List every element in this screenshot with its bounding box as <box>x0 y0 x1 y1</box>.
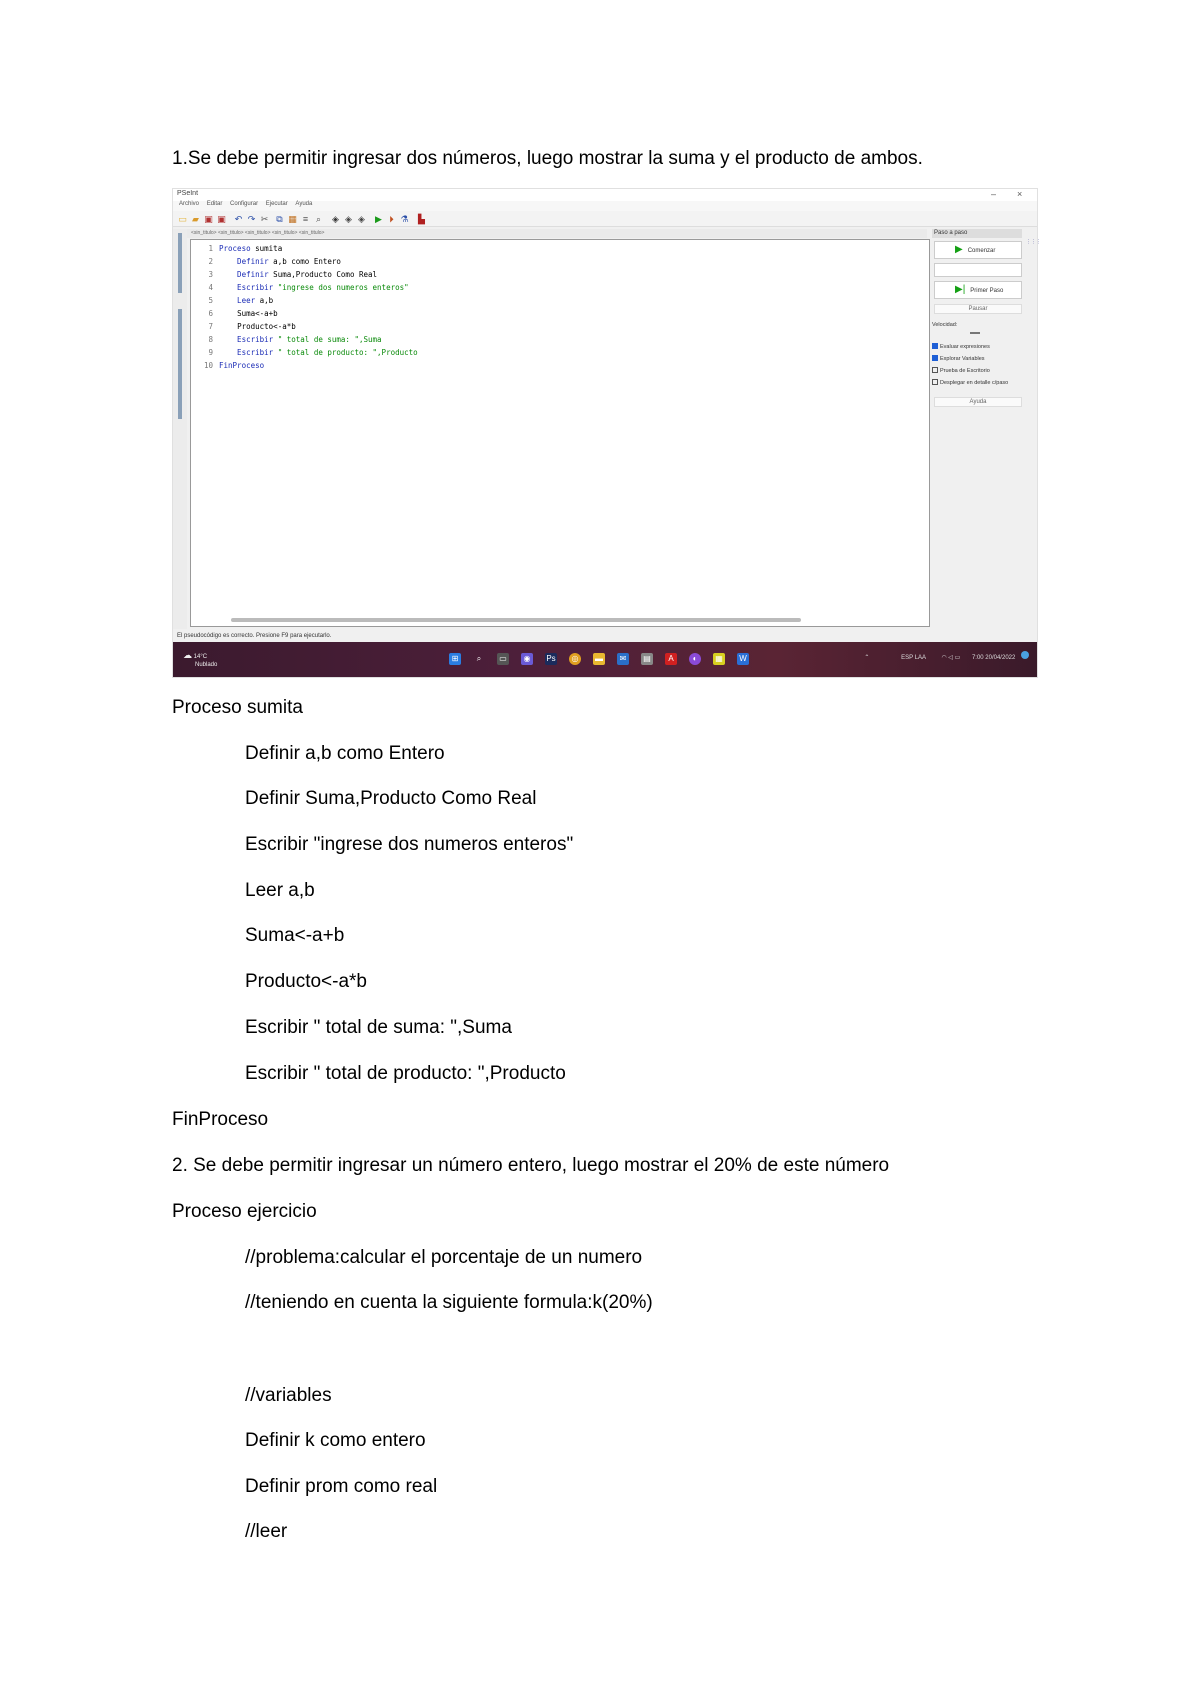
chrome-icon[interactable]: ◎ <box>569 653 581 665</box>
mail-icon[interactable]: ✉ <box>617 653 629 665</box>
line-number: 7 <box>208 322 213 331</box>
start-button-label: Comenzar <box>967 248 996 254</box>
menu-bar <box>173 201 1037 211</box>
option-checkbox[interactable] <box>932 367 990 374</box>
weather-desc: Nublado <box>195 662 218 668</box>
start-button[interactable] <box>934 241 1022 259</box>
code2-line: Definir k como entero <box>245 1430 426 1451</box>
browser-icon[interactable]: ◐ <box>689 653 701 665</box>
code1-line: Producto<-a*b <box>245 971 367 992</box>
line-number: 6 <box>208 309 213 318</box>
checkbox-label: Desplegar en detalle c/paso <box>940 380 1009 386</box>
pause-button[interactable]: Pausar <box>934 304 1022 314</box>
editor-code-line[interactable] <box>191 320 296 333</box>
editor-code-line[interactable] <box>191 294 273 307</box>
code1-line: Escribir "ingrese dos numeros enteros" <box>245 834 574 855</box>
store-icon[interactable]: ▤ <box>641 653 653 665</box>
status-bar: El pseudocódigo es correcto. Presione F9 para ejecutarlo. <box>173 630 1037 642</box>
code-text: Suma<-a+b <box>237 309 278 318</box>
side-tab-commands <box>178 233 182 293</box>
step-panel <box>930 229 1041 629</box>
help-button[interactable]: Ayuda <box>934 397 1022 407</box>
menu-archivo[interactable]: Archivo <box>179 201 200 207</box>
undo-icon[interactable]: ↶ <box>234 214 243 224</box>
toolbar <box>173 211 1037 227</box>
code-keyword <box>219 309 237 318</box>
checkbox-icon[interactable] <box>932 379 938 385</box>
menu-editar[interactable]: Editar <box>206 201 223 207</box>
code-text: a,b como Entero <box>268 257 341 266</box>
code-text: "ingrese dos numeros enteros" <box>273 283 409 292</box>
code1-line: Proceso sumita <box>172 697 303 718</box>
section-2-heading: 2. Se debe permitir ingresar un número entero, luego mostrar el 20% de este número <box>172 1155 890 1176</box>
notification-icon[interactable] <box>1021 651 1029 659</box>
weather-widget[interactable] <box>183 651 217 669</box>
editor-code-line[interactable] <box>191 268 377 281</box>
play-icon: ▶ <box>955 244 963 255</box>
horizontal-scrollbar[interactable] <box>231 618 801 622</box>
word-icon[interactable]: W <box>737 653 749 665</box>
start-icon[interactable]: ⊞ <box>449 653 461 665</box>
option-checkbox[interactable] <box>932 355 985 362</box>
step-play-icon: ▶| <box>955 284 966 295</box>
search-icon[interactable]: ⌕ <box>315 214 322 224</box>
left-side-strip <box>173 229 187 629</box>
wifi-icon: ◠ <box>941 655 947 661</box>
code2-line: Definir prom como real <box>245 1476 438 1497</box>
tray-date: 20/04/2022 <box>985 655 1016 661</box>
code1-line: Definir a,b como Entero <box>245 743 445 764</box>
battery-icon: ▭ <box>954 655 961 661</box>
code-text: Suma,Producto Como Real <box>268 270 378 279</box>
code1-line: FinProceso <box>172 1109 269 1130</box>
task-view-icon[interactable]: ▭ <box>497 653 509 665</box>
editor-code-line[interactable] <box>191 359 264 372</box>
editor-code-line[interactable] <box>191 242 282 255</box>
code1-line: Leer a,b <box>245 880 315 901</box>
line-number: 5 <box>208 296 213 305</box>
line-number: 2 <box>208 257 213 266</box>
system-tray[interactable] <box>864 651 1029 661</box>
code2-line: //leer <box>245 1521 288 1542</box>
speed-slider[interactable] <box>970 332 980 334</box>
window-title: PSeInt <box>177 190 199 197</box>
code-keyword: FinProceso <box>219 361 265 370</box>
line-number: 8 <box>208 335 213 344</box>
close-icon[interactable]: × <box>1017 189 1023 199</box>
tray-chevron-icon: ⌃ <box>864 655 870 661</box>
open-file-icon[interactable]: ▰ <box>192 214 199 224</box>
step-icon[interactable]: ⏵ <box>389 214 394 224</box>
code-keyword: Definir <box>219 257 269 266</box>
pseint-taskbar-icon[interactable]: ▦ <box>713 653 725 665</box>
code-keyword: Leer <box>219 296 256 305</box>
flowchart-icon[interactable]: ⚗ <box>400 214 409 224</box>
folder-icon[interactable]: ▬ <box>595 654 603 663</box>
save-icon[interactable]: ▣ <box>204 214 213 224</box>
menu-configurar[interactable]: Configurar <box>230 201 259 207</box>
copy-icon[interactable]: ⧉ <box>276 214 283 224</box>
save-as-icon[interactable]: ▣ <box>217 214 226 224</box>
line-number: 1 <box>208 244 213 253</box>
editor-code-line[interactable] <box>191 307 278 320</box>
menu-ayuda[interactable]: Ayuda <box>295 201 313 207</box>
minimize-icon[interactable]: – <box>991 189 997 199</box>
checkbox-label: Prueba de Escritorio <box>940 368 990 374</box>
code-keyword: Escribir <box>219 348 274 357</box>
checkbox-icon[interactable] <box>932 355 938 361</box>
blank-field <box>934 263 1022 277</box>
redo-icon[interactable]: ↷ <box>247 214 256 224</box>
code2-line: //variables <box>245 1385 332 1406</box>
code-keyword <box>219 322 237 331</box>
code-editor[interactable] <box>190 239 930 627</box>
code2-line: //problema:calcular el porcentaje de un numero <box>245 1247 643 1268</box>
code-text: Producto<-a*b <box>237 322 296 331</box>
weather-temp: 14°C <box>193 654 208 660</box>
line-number: 9 <box>208 348 213 357</box>
editor-code-line[interactable] <box>191 281 409 294</box>
code2-line: Proceso ejercicio <box>172 1201 317 1222</box>
acrobat-icon[interactable]: A <box>665 653 677 665</box>
first-step-button[interactable] <box>934 281 1022 299</box>
code-keyword: Proceso <box>219 244 251 253</box>
checkbox-label: Evaluar expresiones <box>940 344 990 350</box>
editor-code-line[interactable] <box>191 333 382 346</box>
paste-icon[interactable]: ▦ <box>288 214 297 224</box>
find-icon[interactable]: ◈ <box>332 214 339 224</box>
line-number: 10 <box>203 361 213 370</box>
side-tab-variables <box>178 309 182 419</box>
line-number: 3 <box>208 270 213 279</box>
code1-line: Escribir " total de suma: ",Suma <box>245 1017 512 1038</box>
replace-icon[interactable]: ◈ <box>345 214 352 224</box>
photoshop-icon[interactable]: Ps <box>546 654 556 663</box>
section-1-heading: 1.Se debe permitir ingresar dos números, luego mostrar la suma y el producto de ambos. <box>172 148 923 169</box>
run-icon[interactable]: ▶ <box>375 214 382 224</box>
weather-icon: ☁ <box>183 650 192 660</box>
windows-taskbar <box>173 642 1037 677</box>
format-icon[interactable]: ◈ <box>358 214 365 224</box>
step-panel-header: Paso a paso <box>932 229 1022 238</box>
search-taskbar-icon[interactable]: ⌕ <box>476 654 482 663</box>
code-keyword: Escribir <box>219 283 274 292</box>
chat-icon[interactable]: ◉ <box>521 653 533 665</box>
indent-icon[interactable]: ≡ <box>302 214 309 224</box>
tray-language: ESP LAA <box>901 655 926 661</box>
checkbox-icon[interactable] <box>932 367 938 373</box>
help-icon[interactable]: ▙ <box>418 214 425 224</box>
code-text: a,b <box>255 296 274 305</box>
editor-code-line[interactable] <box>191 346 418 359</box>
cut-icon[interactable]: ✂ <box>260 214 269 224</box>
code-keyword: Escribir <box>219 335 274 344</box>
new-file-icon[interactable]: ▭ <box>178 214 187 224</box>
line-number: 4 <box>208 283 213 292</box>
code1-line: Suma<-a+b <box>245 925 345 946</box>
checkbox-label: Explorar Variables <box>940 356 985 362</box>
window-titlebar <box>173 189 1037 201</box>
checkbox-icon[interactable] <box>932 343 938 349</box>
vertical-tab-label: ⋮⋮⋮ <box>1026 239 1041 245</box>
editor-code-line[interactable] <box>191 255 341 268</box>
code2-line: //teniendo en cuenta la siguiente formula:k(20%) <box>245 1292 653 1313</box>
menu-ejecutar[interactable]: Ejecutar <box>265 201 288 207</box>
option-checkbox[interactable] <box>932 379 1008 386</box>
code1-line: Escribir " total de producto: ",Producto <box>245 1063 566 1084</box>
tray-time: 7:00 <box>971 655 984 661</box>
code1-line: Definir Suma,Producto Como Real <box>245 788 537 809</box>
code-keyword: Definir <box>219 270 269 279</box>
volume-icon: ◁ <box>948 655 953 661</box>
first-step-label: Primer Paso <box>970 288 1004 294</box>
option-checkbox[interactable] <box>932 343 990 350</box>
code-text: sumita <box>250 244 283 253</box>
code-text: " total de producto: ",Producto <box>273 348 418 357</box>
speed-label: Velocidad: <box>932 322 958 328</box>
code-text: " total de suma: ",Suma <box>273 335 382 344</box>
pseint-screenshot <box>172 188 1041 678</box>
editor-tab-strip[interactable]: <sin_titulo> <sin_titulo> <sin_titulo> <sin_titulo> <sin_titulo> <box>187 229 927 238</box>
